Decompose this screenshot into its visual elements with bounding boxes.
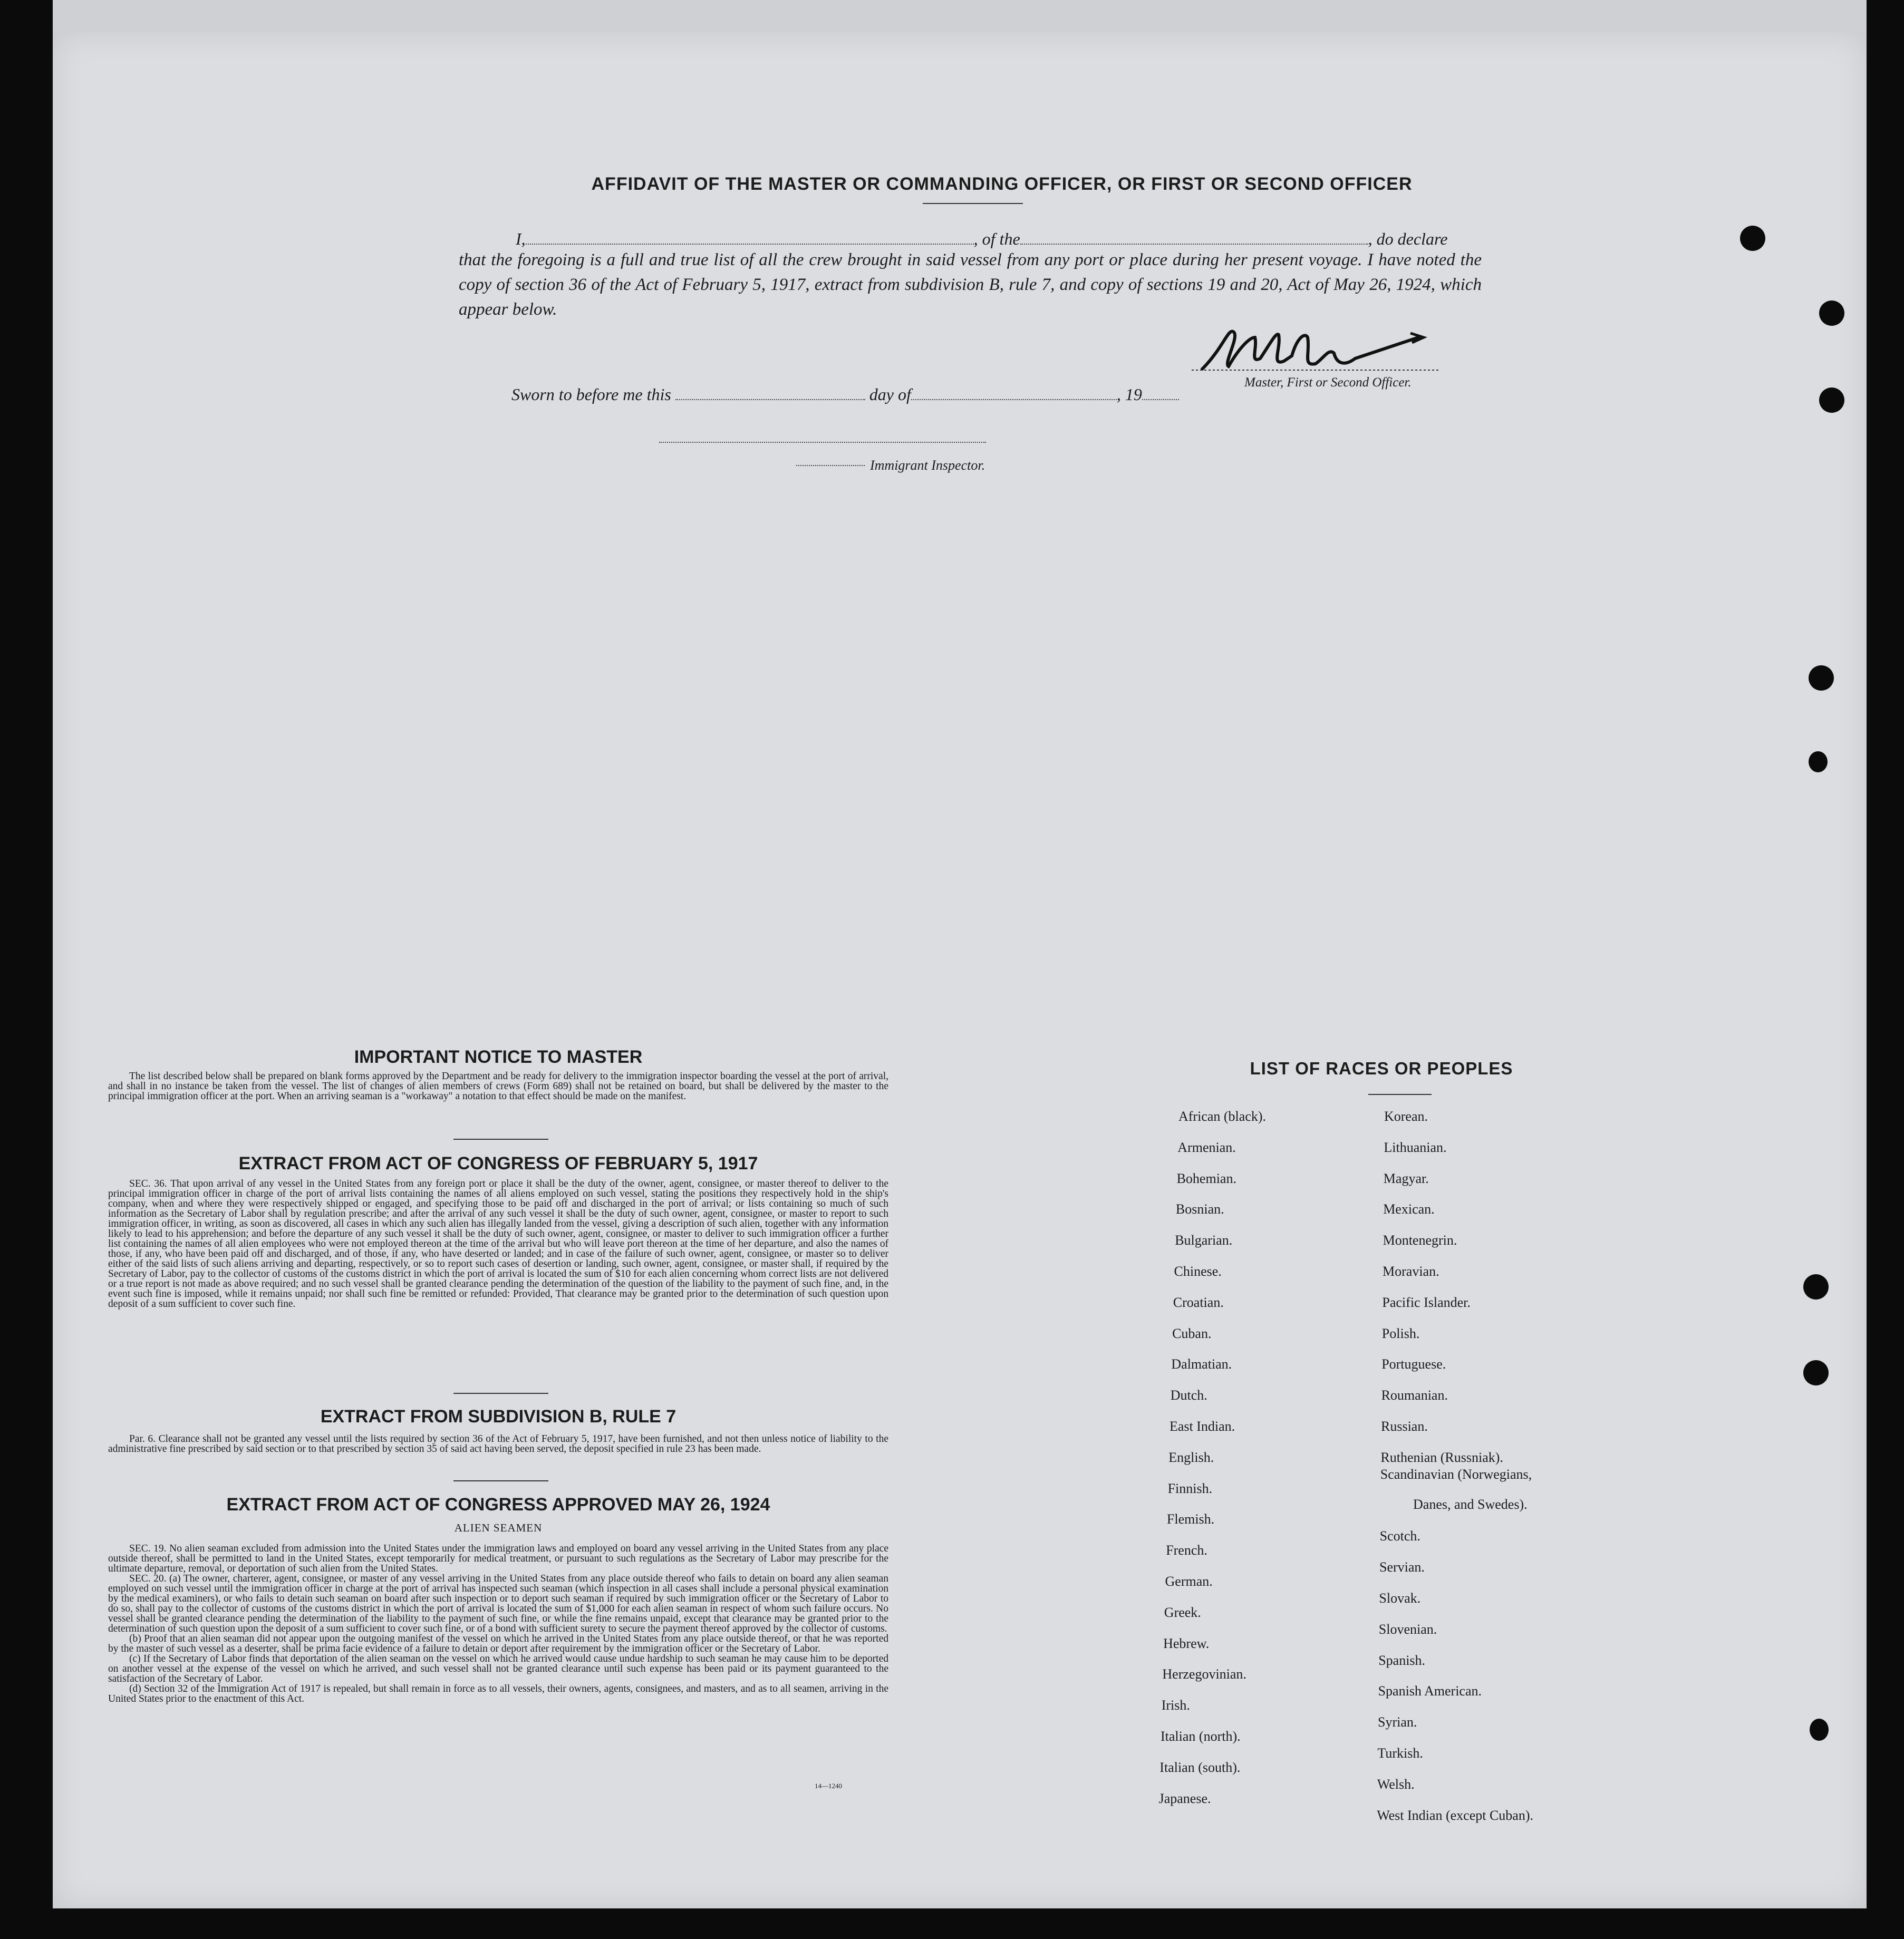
race-item: West Indian (except Cuban). bbox=[1377, 1807, 1533, 1823]
race-item: Roumanian. bbox=[1381, 1388, 1448, 1403]
race-item: Finnish. bbox=[1167, 1480, 1213, 1496]
affidavit-body: that the foregoing is a full and true list of all the crew brought in said vessel from any port or place during her present voyage. I have noted the copy of section 36 of the Act of February 5, 1917, extract from subdivision B, rule 7, and copy of sections 19 and 20, Act of May 26, 1924, which appear below. bbox=[459, 250, 1482, 319]
race-item: Dalmatian. bbox=[1171, 1356, 1232, 1372]
sec20b-paragraph: (b) Proof that an alien seaman did not appear upon the outgoing manifest of the vessel on which he arrived in the United States from any place outside thereof, or that he was reported by the master of such vessel as a deserter, shall be prima facie evidence of a failure to detain or deport after requirement by the immigration officer or the Secretary of Labor. bbox=[108, 1633, 888, 1654]
inspector-blank-lead bbox=[796, 465, 865, 466]
race-item: Ruthenian (Russniak). bbox=[1380, 1449, 1503, 1465]
affidavit-do-declare: , do declare bbox=[1368, 229, 1448, 248]
race-item: Armenian. bbox=[1177, 1139, 1236, 1155]
extract-1924-heading: EXTRACT FROM ACT OF CONGRESS APPROVED MAY 26, 1924 bbox=[226, 1495, 770, 1515]
month-blank bbox=[911, 386, 1117, 400]
section-divider bbox=[453, 1480, 548, 1481]
section-divider bbox=[453, 1393, 548, 1394]
binder-hole bbox=[1803, 1360, 1829, 1385]
race-item: Italian (north). bbox=[1161, 1729, 1241, 1744]
race-item: Pacific Islander. bbox=[1382, 1294, 1471, 1310]
binder-hole bbox=[1809, 751, 1828, 772]
race-item: Portuguese. bbox=[1381, 1356, 1446, 1372]
vessel-blank bbox=[1020, 231, 1368, 245]
race-item: Syrian. bbox=[1378, 1714, 1417, 1730]
form-number: 14—1240 bbox=[815, 1782, 842, 1790]
race-item: East Indian. bbox=[1170, 1419, 1235, 1434]
race-item: Chinese. bbox=[1174, 1264, 1222, 1279]
race-item: Danes, and Swedes). bbox=[1413, 1496, 1528, 1512]
officer-signature bbox=[1192, 316, 1445, 380]
rule7-text bbox=[108, 1434, 888, 1454]
name-blank bbox=[526, 231, 974, 245]
race-item: Slovak. bbox=[1379, 1591, 1421, 1606]
day-blank bbox=[675, 386, 865, 400]
race-item: Mexican. bbox=[1383, 1201, 1435, 1217]
sec20c-paragraph: (c) If the Secretary of Labor finds that deportation of the alien seaman on the vessel on which he arrived would cause undue hardship to such seaman he may cause him to be deported on another vessel at the expense of the vessel on which he arrived, and such vessel shall not be granted clearance until such expense has been paid or its payment guaranteed to the satisfaction of the Secretary of Labor. bbox=[108, 1653, 888, 1684]
race-item: Welsh. bbox=[1377, 1776, 1415, 1792]
race-item: Dutch. bbox=[1170, 1388, 1207, 1403]
notice-paragraph: The list described below shall be prepared on blank forms approved by the Department and be ready for delivery to the immigration inspector boarding the vessel at the port of arrival, and shall in no instance be taken from the vessel. The list of changes of alien members of crews (Form 689) shall not be retained on board, but shall be delivered by the master to the principal immigration officer at the port. When an arriving seaman is a "workaway" a notation to that effect should be made on the manifest. bbox=[108, 1071, 888, 1102]
signature-caption: Master, First or Second Officer. bbox=[1244, 375, 1412, 390]
race-item: Croatian. bbox=[1173, 1294, 1224, 1310]
race-item: Bohemian. bbox=[1176, 1170, 1236, 1186]
sec36-paragraph: SEC. 36. That upon arrival of any vessel in the United States from any foreign port or place it shall be the duty of the owner, agent, consignee, or master thereof to deliver to the principal immigration officer in charge of the port of arrival lists containing the names of all aliens employed on such vessel, stating the positions they respectively hold in the ship's company, when and where they were respectively shipped or engaged, and specifying those to be paid off and discharged in the port of arrival; or lists containing so much of such information as the Secretary of Labor shall by regulation prescribe; and after the arrival of any such vessel it shall be the duty of such owner, agent, consignee, or master to report to such immigration officer, in writing, as soon as discovered, all cases in which any such alien has illegally landed from the vessel, giving a description of such alien, together with any information likely to lead to his apprehension; and before the departure of any such vessel it shall be the duty of such owner, agent, consignee, or master to deliver to such immigration officer a further list containing the names of all alien employees who were not employed thereon at the time of the arrival but who will leave port thereon at the time of her departure, and also the names of those, if any, who have been paid off and discharged, and of those, if any, who have deserted or landed; and in case of the failure of such owner, agent, consignee, or master so to deliver either of the said lists of such aliens arriving and departing, respectively, or so to report such cases of desertion or landing, such owner, agent, consignee, or master shall, if required by the Secretary of Labor, pay to the collector of customs of the customs district in which the port of arrival is located the sum of $10 for each alien concerning whom correct lists are not delivered or a true report is not made as above required; and no such vessel shall be granted clearance pending the determination of the question of the liability to the payment of such fine, and, in the event such fine is imposed, while it remains unpaid; nor shall such fine be remitted or refunded: Provided, That clearance may be granted prior to the determination of such question upon deposit of a sum sufficient to cover such fine. bbox=[108, 1178, 888, 1310]
race-item: French. bbox=[1166, 1543, 1207, 1558]
sec20a-paragraph: SEC. 20. (a) The owner, charterer, agent, consignee, or master of any vessel arriving in the United States from any place outside thereof who fails to detain on board any alien seaman employed on such vessel until the immigration officer in charge at the port of arrival has inspected such seaman (which inspection in all cases shall include a personal physical examination by the medical examiners), or who fails to detain such seaman on board after such inspection or to deport such seaman if required by such immigration officer or the Secretary of Labor to do so, shall pay to the collector of customs of the customs district in which the port of arrival is located the sum of $1,000 for each alien seaman in respect of whom such failure occurs. No vessel shall be granted clearance pending the determination of the liability to the payment of such fine, or while the fine remains unpaid, except that clearance may be granted prior to the determination of such question upon the deposit of a sum sufficient to cover such fine, or of a bond with sufficient surety to secure the payment thereof approved by the collector of customs. bbox=[108, 1573, 888, 1634]
binder-hole bbox=[1819, 387, 1844, 413]
binder-hole bbox=[1809, 665, 1834, 691]
extract-1924-text bbox=[108, 1544, 888, 1704]
year-label: , 19 bbox=[1116, 385, 1142, 404]
affidavit-title: AFFIDAVIT OF THE MASTER OR COMMANDING OFFICER, OR FIRST OR SECOND OFFICER bbox=[591, 174, 1413, 194]
alien-seamen-subheading: ALIEN SEAMEN bbox=[454, 1521, 543, 1534]
binder-hole bbox=[1819, 300, 1844, 326]
race-item: Flemish. bbox=[1166, 1511, 1215, 1527]
year-blank bbox=[1142, 386, 1179, 400]
inspector-signature-blank bbox=[659, 442, 986, 443]
race-item: Montenegrin. bbox=[1383, 1233, 1457, 1248]
title-divider bbox=[923, 203, 1023, 204]
sworn-prefix: Sworn to before me this bbox=[511, 385, 671, 404]
day-of-label: day of bbox=[869, 385, 911, 404]
race-item: Slovenian. bbox=[1378, 1621, 1437, 1637]
race-item: Korean. bbox=[1384, 1109, 1428, 1124]
races-heading: LIST OF RACES OR PEOPLES bbox=[1250, 1059, 1513, 1078]
affidavit-of-the: , of the bbox=[973, 229, 1020, 248]
race-item: Herzegovinian. bbox=[1162, 1666, 1246, 1682]
race-item: Scandinavian (Norwegians, bbox=[1380, 1466, 1532, 1482]
race-item: English. bbox=[1168, 1449, 1214, 1465]
race-item: Greek. bbox=[1164, 1604, 1201, 1620]
race-item: Italian (south). bbox=[1159, 1759, 1241, 1775]
binder-hole bbox=[1803, 1274, 1829, 1300]
race-item: Servian. bbox=[1379, 1559, 1425, 1575]
race-item: Magyar. bbox=[1383, 1170, 1429, 1186]
race-item: Moravian. bbox=[1383, 1264, 1439, 1279]
binder-hole bbox=[1810, 1719, 1829, 1741]
sec19-paragraph: SEC. 19. No alien seaman excluded from admission into the United States under the immigration laws and employed on board any vessel arriving in the United States from any place outside thereof, shall be permitted to land in the United States, except temporarily for medical treatment, or pursuant to such regulations as the Secretary of Labor may prescribe for the ultimate departure, removal, or deportation of such alien from the United States. bbox=[108, 1543, 888, 1574]
race-item: German. bbox=[1165, 1574, 1213, 1589]
race-item: Japanese. bbox=[1158, 1790, 1211, 1806]
rule7-heading: EXTRACT FROM SUBDIVISION B, RULE 7 bbox=[320, 1407, 676, 1427]
section-divider bbox=[453, 1139, 548, 1140]
notice-heading: IMPORTANT NOTICE TO MASTER bbox=[354, 1047, 643, 1067]
race-item: Turkish. bbox=[1377, 1746, 1423, 1761]
race-item: Russian. bbox=[1381, 1419, 1428, 1434]
sec20d-paragraph: (d) Section 32 of the Immigration Act of 1917 is repealed, but shall remain in force as to all vessels, their owners, agents, consignees, and masters, and as to all seamen, arriving in the United States prior to the enactment of this Act. bbox=[108, 1683, 888, 1704]
extract-1917-text bbox=[108, 1179, 888, 1309]
race-item: Scotch. bbox=[1379, 1528, 1420, 1544]
affidavit-declaration-line bbox=[516, 229, 1447, 249]
affidavit-i: I, bbox=[516, 229, 526, 248]
race-item: Bulgarian. bbox=[1175, 1233, 1233, 1248]
inspector-caption: Immigrant Inspector. bbox=[870, 458, 985, 473]
race-item: Cuban. bbox=[1172, 1325, 1212, 1341]
extract-1917-heading: EXTRACT FROM ACT OF CONGRESS OF FEBRUARY 5, 1917 bbox=[238, 1153, 758, 1174]
races-divider bbox=[1368, 1094, 1432, 1095]
race-item: Spanish American. bbox=[1378, 1683, 1482, 1699]
par6-paragraph: Par. 6. Clearance shall not be granted any vessel until the lists required by section 36 of the Act of February 5, 1917, have been furnished, and not then unless notice of liability to the administrative fine prescribed by said section or to that prescribed by section 35 of said act having been served, the deposit specified in rule 23 has been made. bbox=[108, 1433, 888, 1455]
sworn-line bbox=[511, 385, 1179, 404]
race-item: African (black). bbox=[1178, 1109, 1267, 1124]
race-item: Hebrew. bbox=[1163, 1635, 1210, 1651]
race-item: Spanish. bbox=[1378, 1652, 1426, 1668]
binder-hole bbox=[1740, 226, 1765, 251]
race-item: Lithuanian. bbox=[1384, 1139, 1447, 1155]
race-item: Polish. bbox=[1381, 1325, 1420, 1341]
race-item: Irish. bbox=[1161, 1698, 1190, 1713]
notice-text bbox=[108, 1071, 888, 1101]
race-item: Bosnian. bbox=[1175, 1201, 1224, 1217]
